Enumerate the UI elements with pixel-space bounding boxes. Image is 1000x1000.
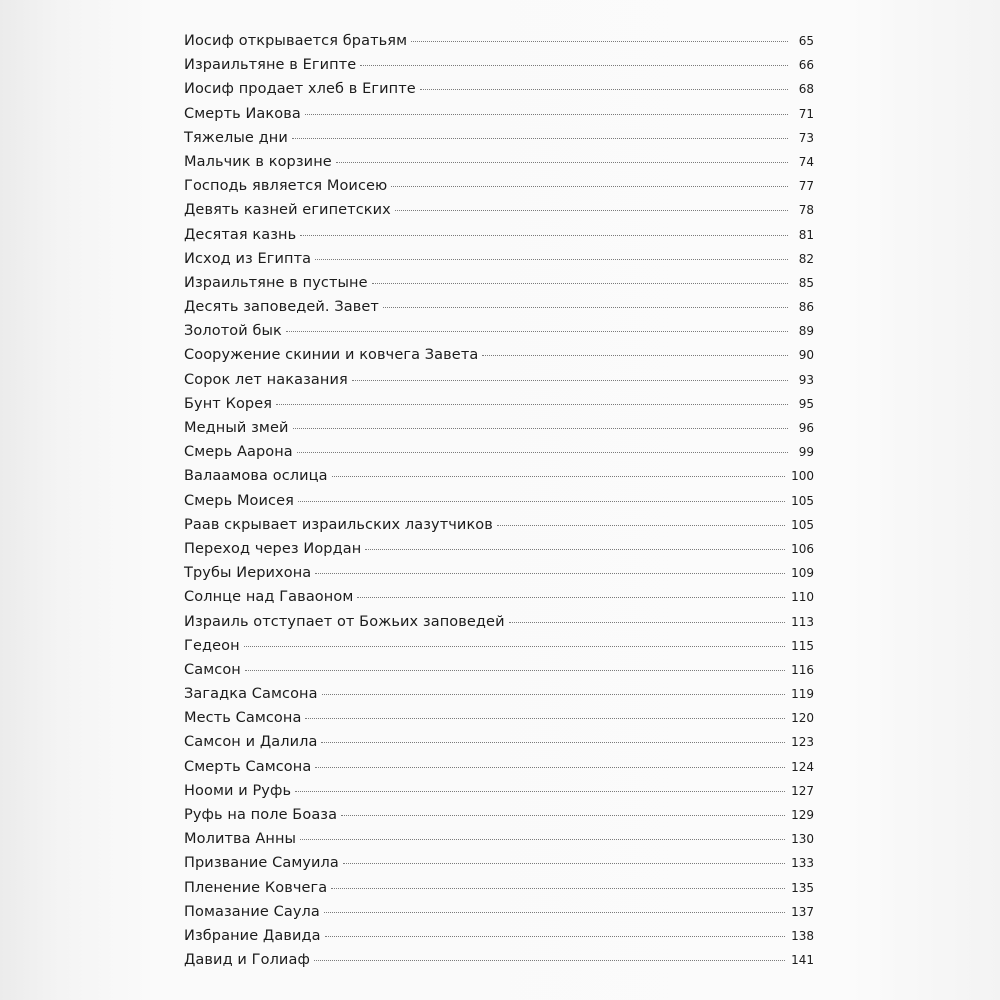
dot-leader xyxy=(372,283,788,284)
toc-entry xyxy=(184,686,814,710)
dot-leader xyxy=(315,259,788,260)
dot-leader xyxy=(315,767,785,768)
toc-entry-page-number: 130 xyxy=(791,832,814,847)
toc-entry-page-number: 74 xyxy=(798,154,814,169)
toc-entry-title: Гедеон xyxy=(184,637,240,654)
dot-leader xyxy=(395,210,788,211)
toc-entry xyxy=(184,734,814,758)
toc-entry-title: Солнце над Гаваоном xyxy=(184,589,354,606)
toc-entry xyxy=(184,372,814,396)
toc-entry-page-number: 73 xyxy=(798,130,814,145)
toc-entry-page-number: 99 xyxy=(798,445,814,460)
toc-entry-title: Иосиф открывается братьям xyxy=(184,33,408,49)
dot-leader xyxy=(336,162,788,163)
dot-leader xyxy=(245,670,785,671)
dot-leader xyxy=(321,742,785,743)
toc-entry-page-number: 120 xyxy=(791,711,814,726)
dot-leader xyxy=(300,839,785,840)
toc-entry xyxy=(184,807,814,831)
dot-leader xyxy=(357,597,785,598)
toc-entry-title: Сорок лет наказания xyxy=(184,371,348,388)
dot-leader xyxy=(305,718,785,719)
table-of-contents xyxy=(184,33,814,976)
dot-leader xyxy=(411,41,788,42)
toc-entry-page-number: 109 xyxy=(791,566,814,581)
toc-entry-title: Смерть Иакова xyxy=(184,105,301,122)
toc-entry xyxy=(184,662,814,686)
dot-leader xyxy=(332,476,785,477)
toc-entry-title: Давид и Голиаф xyxy=(184,952,310,969)
toc-entry-title: Раав скрывает израильских лазутчиков xyxy=(184,516,493,533)
toc-entry-page-number: 66 xyxy=(798,58,814,73)
dot-leader xyxy=(497,525,785,526)
toc-entry-page-number: 77 xyxy=(798,179,814,194)
toc-entry-title: Самсон и Далила xyxy=(184,734,318,751)
toc-entry-title: Господь является Моисею xyxy=(184,178,388,195)
dot-leader xyxy=(341,815,785,816)
dot-leader xyxy=(331,888,785,889)
toc-entry-page-number: 129 xyxy=(791,808,814,822)
toc-entry-title: Загадка Самсона xyxy=(184,686,318,703)
toc-entry-page-number: 113 xyxy=(791,614,814,629)
toc-entry xyxy=(184,275,814,299)
dot-leader xyxy=(286,331,788,332)
toc-entry-page-number: 105 xyxy=(791,517,814,532)
toc-entry-page-number: 137 xyxy=(791,904,814,919)
toc-entry-page-number: 95 xyxy=(798,396,814,411)
toc-entry-page-number: 89 xyxy=(798,324,814,339)
dot-leader xyxy=(482,355,788,356)
toc-entry xyxy=(184,251,814,275)
toc-entry-title: Израиль отступает от Божьих заповедей xyxy=(184,613,505,630)
toc-entry-page-number: 115 xyxy=(791,638,814,653)
dot-leader xyxy=(391,186,788,187)
toc-entry-page-number: 86 xyxy=(798,300,814,315)
toc-entry-title: Тяжелые дни xyxy=(184,129,288,146)
toc-entry-page-number: 96 xyxy=(798,421,814,435)
toc-entry-title: Молитва Анны xyxy=(184,831,297,848)
toc-entry-title: Переход через Иордан xyxy=(184,540,362,557)
toc-entry-title: Пленение Ковчега xyxy=(184,879,328,896)
toc-entry xyxy=(184,638,814,662)
toc-entry-page-number: 127 xyxy=(791,783,814,798)
toc-entry-title: Бунт Корея xyxy=(184,395,273,412)
toc-entry xyxy=(184,299,814,323)
toc-entry-title: Трубы Иерихона xyxy=(184,565,312,582)
dot-leader xyxy=(322,694,785,695)
toc-entry xyxy=(184,759,814,783)
toc-entry-page-number: 90 xyxy=(798,348,814,363)
toc-entry-title: Валаамова ослица xyxy=(184,468,328,485)
toc-entry-title: Смерь Аарона xyxy=(184,444,293,461)
toc-entry-page-number: 106 xyxy=(791,541,814,556)
toc-entry xyxy=(184,323,814,347)
toc-entry xyxy=(184,565,814,589)
toc-entry-page-number: 78 xyxy=(798,203,814,218)
toc-entry-page-number: 123 xyxy=(791,735,814,750)
toc-entry-page-number: 93 xyxy=(798,372,814,387)
dot-leader xyxy=(360,65,788,66)
toc-entry xyxy=(184,904,814,928)
toc-entry-page-number: 133 xyxy=(791,856,814,871)
toc-entry xyxy=(184,541,814,565)
toc-entry-title: Исход из Египта xyxy=(184,250,312,267)
dot-leader xyxy=(343,863,785,864)
toc-entry-title: Самсон xyxy=(184,661,241,678)
toc-entry-title: Призвание Самуила xyxy=(184,855,339,872)
toc-entry-title: Десять заповедей. Завет xyxy=(184,299,379,316)
toc-entry xyxy=(184,202,814,226)
toc-entry-title: Иосиф продает хлеб в Египте xyxy=(184,81,416,98)
toc-entry-page-number: 110 xyxy=(791,590,814,605)
dot-leader xyxy=(315,573,785,574)
dot-leader xyxy=(305,114,788,115)
toc-entry xyxy=(184,468,814,492)
toc-entry xyxy=(184,396,814,420)
toc-entry-page-number: 81 xyxy=(798,227,814,242)
toc-entry xyxy=(184,710,814,734)
toc-entry-page-number: 105 xyxy=(791,493,814,508)
dot-leader xyxy=(244,646,785,647)
toc-entry-page-number: 141 xyxy=(791,953,814,968)
toc-entry-page-number: 135 xyxy=(791,880,814,895)
dot-leader xyxy=(276,404,788,405)
toc-entry xyxy=(184,347,814,371)
toc-entry-title: Смерь Моисея xyxy=(184,492,294,509)
dot-leader xyxy=(383,307,788,308)
toc-entry-title: Золотой бык xyxy=(184,323,282,340)
toc-entry-title: Сооружение скинии и ковчега Завета xyxy=(184,347,479,364)
toc-entry-title: Израильтяне в пустыне xyxy=(184,274,368,291)
toc-entry-title: Помазание Саула xyxy=(184,903,320,920)
dot-leader xyxy=(324,912,785,913)
toc-entry xyxy=(184,855,814,879)
toc-entry-title: Медный змей xyxy=(184,420,289,436)
toc-entry xyxy=(184,517,814,541)
dot-leader xyxy=(509,622,785,623)
toc-entry xyxy=(184,178,814,202)
dot-leader xyxy=(292,138,788,139)
toc-entry-page-number: 71 xyxy=(798,106,814,121)
toc-entry xyxy=(184,154,814,178)
dot-leader xyxy=(295,791,785,792)
toc-entry-title: Мальчик в корзине xyxy=(184,153,332,170)
toc-entry-page-number: 119 xyxy=(791,687,814,702)
dot-leader xyxy=(293,428,788,429)
toc-entry xyxy=(184,130,814,154)
toc-entry xyxy=(184,928,814,952)
toc-entry-title: Месть Самсона xyxy=(184,710,302,727)
toc-entry-page-number: 85 xyxy=(798,275,814,290)
toc-entry xyxy=(184,227,814,251)
toc-entry-title: Девять казней египетских xyxy=(184,202,391,219)
dot-leader xyxy=(314,960,785,961)
dot-leader xyxy=(298,501,785,502)
toc-entry xyxy=(184,952,814,976)
toc-entry-page-number: 100 xyxy=(791,469,814,484)
dot-leader xyxy=(365,549,785,550)
toc-entry xyxy=(184,493,814,517)
dot-leader xyxy=(352,380,788,381)
dot-leader xyxy=(420,89,788,90)
toc-entry xyxy=(184,589,814,613)
toc-entry-title: Израильтяне в Египте xyxy=(184,57,357,74)
toc-entry xyxy=(184,614,814,638)
toc-entry-page-number: 138 xyxy=(791,928,814,943)
toc-entry-page-number: 82 xyxy=(798,251,814,266)
toc-entry-title: Нооми и Руфь xyxy=(184,782,292,799)
toc-entry-title: Десятая казнь xyxy=(184,226,297,243)
toc-entry xyxy=(184,81,814,105)
toc-entry xyxy=(184,420,814,444)
toc-entry xyxy=(184,33,814,57)
dot-leader xyxy=(325,936,785,937)
toc-entry-page-number: 65 xyxy=(798,34,814,48)
toc-entry xyxy=(184,57,814,81)
toc-entry-title: Руфь на поле Боаза xyxy=(184,807,338,823)
toc-entry-title: Смерть Самсона xyxy=(184,758,312,775)
toc-entry xyxy=(184,444,814,468)
toc-entry xyxy=(184,106,814,130)
toc-entry-title: Избрание Давида xyxy=(184,927,321,944)
toc-entry-page-number: 68 xyxy=(798,82,814,97)
toc-entry-page-number: 116 xyxy=(791,662,814,677)
toc-entry xyxy=(184,880,814,904)
toc-entry xyxy=(184,831,814,855)
toc-entry-page-number: 124 xyxy=(791,759,814,774)
dot-leader xyxy=(300,235,788,236)
dot-leader xyxy=(297,452,788,453)
toc-entry xyxy=(184,783,814,807)
